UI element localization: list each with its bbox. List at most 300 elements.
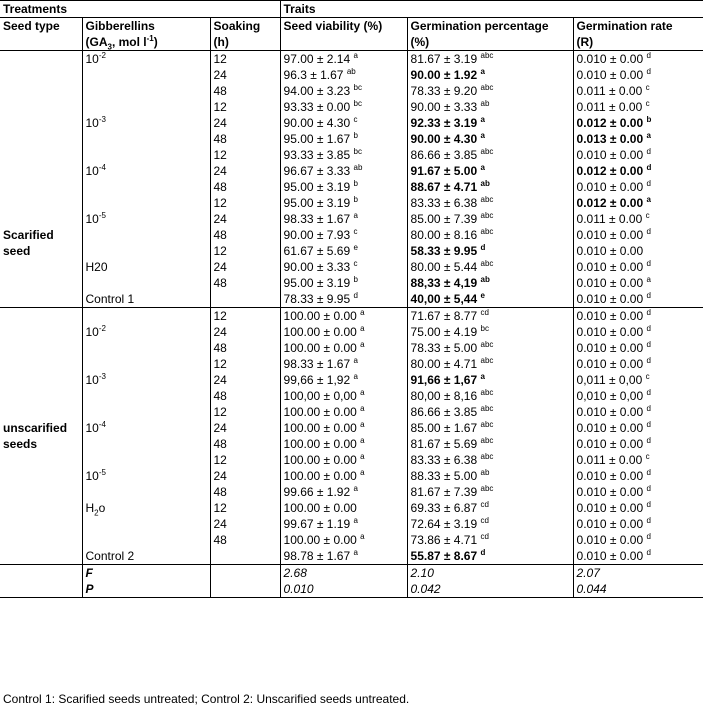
viability-letter: a <box>360 532 365 541</box>
germination-percentage-letter: abc <box>480 211 494 220</box>
soaking-hours: 12 <box>213 244 227 258</box>
germination-rate-letter: d <box>646 179 651 188</box>
germination-rate-value: 0.010 ± 0.00 <box>576 52 644 66</box>
seed-type-cell <box>0 67 82 83</box>
germination-rate-cell <box>573 484 703 500</box>
soaking-cell <box>210 308 280 325</box>
concentration-cell <box>82 484 210 500</box>
soaking-cell <box>210 147 280 163</box>
seed-type-cell <box>0 452 82 468</box>
seed-type-cell <box>0 372 82 388</box>
germination-percentage-value: 40,00 ± 5,44 <box>410 292 478 306</box>
concentration-suffix: o <box>98 501 106 515</box>
seed-type-cell <box>0 227 82 243</box>
viability-cell <box>280 211 407 227</box>
soaking-cell <box>210 243 280 259</box>
seed-type-cell <box>0 291 82 308</box>
germination-percentage-letter: abc <box>480 147 494 156</box>
germination-rate-value: 0.011 ± 0.00 <box>576 453 643 467</box>
table-row <box>0 548 703 565</box>
germination-rate-cell <box>573 163 703 179</box>
germination-percentage-letter: ab <box>480 275 490 284</box>
soaking-hours: 12 <box>213 309 227 323</box>
concentration-cell <box>82 420 210 436</box>
viability-value: 100.00 ± 0.00 <box>283 325 357 339</box>
viability-cell <box>280 484 407 500</box>
germination-rate-cell <box>573 83 703 99</box>
seed-type-cell <box>0 388 82 404</box>
germination-percentage-value: 88,33 ± 4,19 <box>410 276 478 290</box>
germination-percentage-cell <box>407 436 573 452</box>
soaking-cell <box>210 179 280 195</box>
viability-letter: e <box>353 243 358 252</box>
table-row <box>0 436 703 452</box>
soaking-hours: 12 <box>213 196 227 210</box>
germination-percentage-value: 88.67 ± 4.71 <box>410 180 478 194</box>
germination-rate-letter: d <box>646 420 651 429</box>
germination-rate-value: 0.011 ± 0.00 <box>576 84 643 98</box>
seed-type-label: unscarified <box>3 421 68 435</box>
viability-cell <box>280 51 407 68</box>
germination-percentage-cell <box>407 147 573 163</box>
viability-cell <box>280 500 407 516</box>
concentration-exponent: -3 <box>98 372 106 381</box>
viability-cell <box>280 404 407 420</box>
germination-percentage-value: 78.33 ± 5.00 <box>410 341 478 355</box>
viability-letter: a <box>360 452 365 461</box>
concentration-value: 10 <box>85 421 99 435</box>
viability-value: 98.78 ± 1.67 <box>283 549 351 563</box>
concentration-cell <box>82 324 210 340</box>
germination-percentage-letter: cd <box>480 516 489 525</box>
viability-letter: b <box>353 275 358 284</box>
viability-value: 100.00 ± 0.00 <box>283 533 357 547</box>
viability-cell <box>280 468 407 484</box>
concentration-value: H <box>85 501 95 515</box>
soaking-hours: 48 <box>213 132 227 146</box>
viability-value: 95.00 ± 3.19 <box>283 180 351 194</box>
seed-type-cell <box>0 404 82 420</box>
table-row <box>0 500 703 516</box>
viability-value: 97.00 ± 2.14 <box>283 52 351 66</box>
viability-cell <box>280 115 407 131</box>
soaking-hours: 12 <box>213 501 227 515</box>
germination-rate-letter: d <box>646 147 651 156</box>
table-row <box>0 195 703 211</box>
germination-rate-letter: a <box>646 195 651 204</box>
soaking-cell <box>210 51 280 68</box>
soaking-cell <box>210 99 280 115</box>
germination-rate-cell <box>573 291 703 308</box>
germination-rate-letter: c <box>645 83 650 92</box>
germination-percentage-cell <box>407 388 573 404</box>
seed-type-cell <box>0 83 82 99</box>
soaking-cell <box>210 163 280 179</box>
viability-value: 100.00 ± 0.00 <box>283 405 357 419</box>
soaking-hours: 24 <box>213 421 227 435</box>
concentration-cell <box>82 163 210 179</box>
viability-cell <box>280 436 407 452</box>
germination-percentage-letter: ab <box>480 99 490 108</box>
soaking-cell <box>210 484 280 500</box>
viability-value: 95.00 ± 1.67 <box>283 132 351 146</box>
germination-percentage-cell <box>407 163 573 179</box>
seed-type-cell <box>0 500 82 516</box>
germination-percentage-value: 80,00 ± 8,16 <box>410 389 478 403</box>
germination-rate-cell <box>573 324 703 340</box>
viability-cell <box>280 291 407 308</box>
soaking-hours: 48 <box>213 180 227 194</box>
concentration-cell <box>82 83 210 99</box>
soaking-cell <box>210 500 280 516</box>
viability-value: 78.33 ± 9.95 <box>283 292 351 306</box>
footnote: Control 1: Scarified seeds untreated; Control 2: Unscarified seeds untreated. <box>3 692 410 706</box>
concentration-cell <box>82 500 210 516</box>
soaking-cell <box>210 404 280 420</box>
viability-letter: a <box>360 420 365 429</box>
soaking-cell <box>210 67 280 83</box>
germination-percentage-letter: ab <box>480 468 490 477</box>
germination-percentage-cell <box>407 548 573 565</box>
concentration-cell <box>82 340 210 356</box>
viability-value: 98.33 ± 1.67 <box>283 212 351 226</box>
concentration-value: 10 <box>85 373 99 387</box>
germination-rate-value: 0.010 ± 0.00 <box>576 437 644 451</box>
viability-cell <box>280 179 407 195</box>
table-row <box>0 179 703 195</box>
germination-rate-cell <box>573 532 703 548</box>
viability-letter: ab <box>346 67 356 76</box>
concentration-exponent: -5 <box>98 211 106 220</box>
viability-value: 100.00 ± 0.00 <box>283 437 357 451</box>
concentration-exponent: -2 <box>98 324 106 333</box>
concentration-cell <box>82 452 210 468</box>
germination-rate-cell <box>573 99 703 115</box>
seed-type-cell <box>0 484 82 500</box>
concentration-value: 10 <box>85 212 99 226</box>
table-row <box>0 259 703 275</box>
concentration-cell <box>82 308 210 325</box>
germination-percentage-value: 81.67 ± 5.69 <box>410 437 478 451</box>
germination-rate-letter: d <box>646 308 651 317</box>
germination-percentage-letter: abc <box>480 356 494 365</box>
germination-rate-letter: d <box>646 484 651 493</box>
seed-type-label: Scarified <box>3 228 54 242</box>
germination-percentage-letter: a <box>480 131 485 140</box>
gibberellins-header: Gibberellins ($GA_3$, mol $l^{-1}$) <box>82 18 210 51</box>
germination-percentage-letter: ab <box>480 179 490 188</box>
germination-rate-value: 0,010 ± 0,00 <box>576 389 644 403</box>
soaking-cell <box>210 195 280 211</box>
concentration-cell <box>82 532 210 548</box>
germination-rate-letter: d <box>646 356 651 365</box>
concentration-cell <box>82 211 210 227</box>
germination-rate-cell <box>573 211 703 227</box>
viability-cell <box>280 340 407 356</box>
stats-value-cell <box>573 565 703 582</box>
table-row <box>0 243 703 259</box>
germination-percentage-letter: a <box>480 67 485 76</box>
germination-percentage-letter: cd <box>480 532 489 541</box>
table-row <box>0 532 703 548</box>
soaking-hours: 24 <box>213 325 227 339</box>
concentration-value: 10 <box>85 52 99 66</box>
table-body <box>0 51 703 598</box>
concentration-subscript: 2 <box>94 508 99 516</box>
germination-percentage-letter: abc <box>480 484 494 493</box>
germination-rate-value: 0.011 ± 0.00 <box>576 100 643 114</box>
viability-value: 90.00 ± 7.93 <box>283 228 351 242</box>
stats-label-cell <box>82 581 210 598</box>
concentration-cell <box>82 195 210 211</box>
viability-cell <box>280 388 407 404</box>
germination-rate-header: Germination rate (R) <box>573 18 703 51</box>
germination-percentage-value: 90.00 ± 1.92 <box>410 68 478 82</box>
germination-rate-value: 0,011 ± 0,00 <box>576 373 643 387</box>
germination-rate-cell <box>573 340 703 356</box>
seed-type-cell <box>0 211 82 227</box>
viability-cell <box>280 259 407 275</box>
viability-cell <box>280 532 407 548</box>
viability-cell <box>280 243 407 259</box>
header-row-1 <box>0 1 703 18</box>
germination-rate-letter: d <box>646 436 651 445</box>
concentration-exponent: -4 <box>98 163 106 172</box>
viability-letter: bc <box>353 99 362 108</box>
germination-rate-letter: c <box>645 99 650 108</box>
germination-rate-value: 0.010 ± 0.00 <box>576 357 644 371</box>
stats-row <box>0 565 703 582</box>
viability-letter: a <box>360 468 365 477</box>
stats-empty-cell <box>210 581 280 598</box>
stats-value: 0.042 <box>410 582 441 596</box>
soaking-hours: 12 <box>213 100 227 114</box>
germination-rate-value: 0.010 ± 0.00 <box>576 341 644 355</box>
germination-rate-letter: d <box>646 500 651 509</box>
seed-type-cell <box>0 548 82 565</box>
germination-rate-letter: d <box>646 516 651 525</box>
seed-type-cell <box>0 468 82 484</box>
viability-cell <box>280 163 407 179</box>
germination-percentage-value: 92.33 ± 3.19 <box>410 116 478 130</box>
seed-type-cell <box>0 51 82 68</box>
germination-percentage-letter: a <box>480 115 485 124</box>
viability-value: 95.00 ± 3.19 <box>283 196 351 210</box>
concentration-value: Control 2 <box>85 549 135 563</box>
stats-value-cell <box>573 581 703 598</box>
viability-letter: c <box>353 227 358 236</box>
viability-letter: a <box>353 211 358 220</box>
concentration-cell <box>82 436 210 452</box>
germination-rate-letter: d <box>646 291 651 300</box>
table-row <box>0 468 703 484</box>
germination-rate-cell <box>573 404 703 420</box>
soaking-cell <box>210 388 280 404</box>
concentration-cell <box>82 468 210 484</box>
concentration-cell <box>82 115 210 131</box>
seed-type-cell <box>0 356 82 372</box>
seed-type-cell <box>0 163 82 179</box>
seed-type-cell <box>0 131 82 147</box>
germination-rate-value: 0.010 ± 0.00 <box>576 180 644 194</box>
seed-type-cell <box>0 179 82 195</box>
viability-letter: c <box>353 259 358 268</box>
viability-letter: a <box>353 484 358 493</box>
germination-rate-value: 0.010 ± 0.00 <box>576 549 644 563</box>
germination-percentage-letter: abc <box>480 83 494 92</box>
germination-rate-cell <box>573 436 703 452</box>
table-row <box>0 452 703 468</box>
viability-value: 90.00 ± 3.33 <box>283 260 351 274</box>
concentration-exponent: -3 <box>98 115 106 124</box>
germination-rate-value: 0.010 ± 0.00 <box>576 517 644 531</box>
germination-rate-value: 0.010 ± 0.00 <box>576 309 644 323</box>
stats-value: 0.044 <box>576 582 607 596</box>
concentration-cell <box>82 179 210 195</box>
germination-percentage-cell <box>407 99 573 115</box>
seed-type-cell <box>0 516 82 532</box>
seed-type-cell <box>0 324 82 340</box>
germination-rate-value: 0.010 ± 0.00 <box>576 405 644 419</box>
table-row <box>0 211 703 227</box>
concentration-exponent: -4 <box>98 420 106 429</box>
germination-percentage-value: 86.66 ± 3.85 <box>410 148 478 162</box>
viability-value: 100.00 ± 0.00 <box>283 421 357 435</box>
table-row <box>0 404 703 420</box>
table-row <box>0 484 703 500</box>
soaking-hours: 12 <box>213 453 227 467</box>
germination-percentage-value: 80.00 ± 5.44 <box>410 260 478 274</box>
germination-percentage-value: 90.00 ± 4.30 <box>410 132 478 146</box>
germination-percentage-value: 91.67 ± 5.00 <box>410 164 478 178</box>
germination-percentage-value: 71.67 ± 8.77 <box>410 309 478 323</box>
germination-percentage-value: 83.33 ± 6.38 <box>410 453 478 467</box>
viability-value: 99,66 ± 1,92 <box>283 373 351 387</box>
viability-cell <box>280 420 407 436</box>
germination-rate-value: 0.012 ± 0.00 <box>576 116 644 130</box>
stats-empty-cell <box>210 565 280 582</box>
viability-value: 99.67 ± 1.19 <box>283 517 351 531</box>
viability-cell <box>280 195 407 211</box>
germination-percentage-cell <box>407 83 573 99</box>
soaking-hours: 24 <box>213 164 227 178</box>
table-row <box>0 308 703 325</box>
germination-percentage-cell <box>407 195 573 211</box>
germination-percentage-cell <box>407 452 573 468</box>
germination-percentage-cell <box>407 67 573 83</box>
germination-rate-value: 0.011 ± 0.00 <box>576 212 643 226</box>
germination-rate-value: 0.010 ± 0.00 <box>576 325 644 339</box>
seed-type-label: seeds <box>3 437 38 451</box>
germination-percentage-value: 86.66 ± 3.85 <box>410 405 478 419</box>
germination-rate-letter: d <box>646 468 651 477</box>
germination-rate-cell <box>573 243 703 259</box>
germination-rate-cell <box>573 308 703 325</box>
viability-letter: ab <box>353 163 363 172</box>
germination-percentage-letter: cd <box>480 500 489 509</box>
viability-value: 93.33 ± 0.00 <box>283 100 351 114</box>
soaking-hours: 48 <box>213 389 227 403</box>
soaking-cell <box>210 211 280 227</box>
germination-percentage-cell <box>407 291 573 308</box>
seed-type-cell <box>0 243 82 259</box>
concentration-cell <box>82 291 210 308</box>
soaking-cell <box>210 516 280 532</box>
soaking-hours: 48 <box>213 228 227 242</box>
concentration-value: 10 <box>85 116 99 130</box>
germination-percentage-cell <box>407 420 573 436</box>
soaking-hours: 48 <box>213 437 227 451</box>
germination-percentage-value: 85.00 ± 7.39 <box>410 212 478 226</box>
germination-percentage-cell <box>407 468 573 484</box>
soaking-hours: 12 <box>213 405 227 419</box>
soaking-cell <box>210 324 280 340</box>
viability-letter: a <box>353 516 358 525</box>
concentration-cell <box>82 388 210 404</box>
germination-rate-cell <box>573 420 703 436</box>
stats-label: P <box>85 582 94 596</box>
germination-percentage-letter: d <box>480 548 486 557</box>
concentration-cell <box>82 548 210 565</box>
concentration-cell <box>82 404 210 420</box>
soaking-hours: 24 <box>213 212 227 226</box>
table-row <box>0 340 703 356</box>
concentration-cell <box>82 67 210 83</box>
germination-percentage-value: 91,66 ± 1,67 <box>410 373 478 387</box>
viability-letter: a <box>360 340 365 349</box>
soaking-cell <box>210 532 280 548</box>
soaking-hours: 24 <box>213 116 227 130</box>
germination-rate-cell <box>573 195 703 211</box>
germination-rate-value: 0.010 ± 0.00 <box>576 148 644 162</box>
soaking-cell <box>210 131 280 147</box>
germination-rate-value: 0.010 ± 0.00 <box>576 68 644 82</box>
germination-rate-value: 0.010 ± 0.00 <box>576 533 644 547</box>
germination-percentage-cell <box>407 51 573 68</box>
germination-percentage-letter: abc <box>480 51 494 60</box>
viability-cell <box>280 372 407 388</box>
viability-cell <box>280 516 407 532</box>
viability-letter: a <box>360 404 365 413</box>
viability-cell <box>280 356 407 372</box>
germination-rate-letter: d <box>646 324 651 333</box>
germination-percentage-letter: cd <box>480 308 489 317</box>
stats-empty-cell <box>0 565 82 582</box>
concentration-value: 10 <box>85 325 99 339</box>
concentration-cell <box>82 259 210 275</box>
germination-rate-value: 0.010 ± 0.00 <box>576 421 644 435</box>
germination-percentage-cell <box>407 227 573 243</box>
table-row <box>0 291 703 308</box>
concentration-exponent: -2 <box>98 51 106 60</box>
soaking-hours: 12 <box>213 52 227 66</box>
germination-percentage-value: 81.67 ± 7.39 <box>410 485 478 499</box>
soaking-hours: 24 <box>213 373 227 387</box>
germination-rate-cell <box>573 131 703 147</box>
traits-header: Traits <box>280 1 703 18</box>
stats-value: 2.07 <box>576 566 600 580</box>
concentration-exponent: -5 <box>98 468 106 477</box>
stats-value-cell <box>407 581 573 598</box>
germination-percentage-value: 90.00 ± 3.33 <box>410 100 478 114</box>
concentration-cell <box>82 243 210 259</box>
soaking-hours: 12 <box>213 357 227 371</box>
seed-type-cell <box>0 420 82 436</box>
stats-label: F <box>85 566 93 580</box>
header-row-2 <box>0 18 703 51</box>
seed-type-cell <box>0 340 82 356</box>
viability-cell <box>280 324 407 340</box>
